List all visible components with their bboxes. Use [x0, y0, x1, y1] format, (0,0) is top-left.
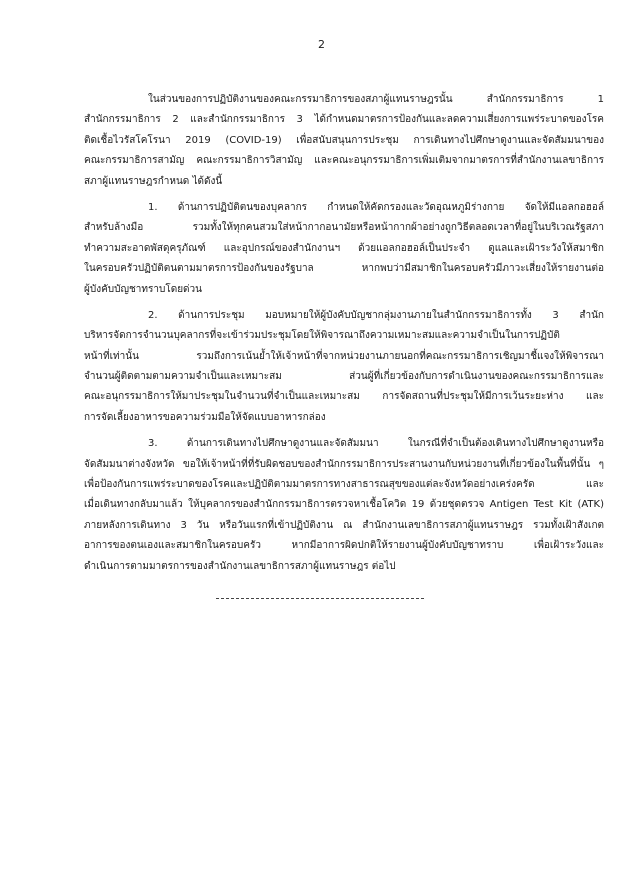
paragraph-line: จัดสัมมนาต่างจังหวัด ขอให้เจ้าหน้าที่ที่รับผิดชอบของสำนักกรรมาธิการประสานงานกับหน่วยงานที่เกี่ยวข้องในพื้นที่นั้น ๆ [84, 458, 604, 470]
paragraph-line: สภาผู้แทนราษฎรกำหนด ได้ดังนี้ [84, 175, 223, 187]
paragraph-line: คณะอนุกรรมาธิการให้มาประชุมในจำนวนที่จำเป็นและเหมาะสม การจัดสถานที่ประชุมให้มีการเว้นระยะห่าง และ [84, 391, 604, 403]
paragraph-line: เพื่อป้องกันการแพร่ระบาดของโรคและปฏิบัติตามมาตรการทางสาธารณสุขของแต่ละจังหวัดอย่างเคร่งครัด และ [84, 479, 604, 491]
paragraph-line: 2. ด้านการประชุม มอบหมายให้ผู้บังคับบัญชากลุ่มงานภายในสำนักกรรมาธิการทั้ง 3 สำนัก [148, 309, 604, 321]
paragraph-line: สำหรับล้างมือ รวมทั้งให้ทุกคนสวมใส่หน้ากากอนามัยหรือหน้ากากผ้าอย่างถูกวิธีตลอดเวลาที่อยู่ในบริเวณรัฐสภา [84, 222, 604, 234]
paragraph-line: 1. ด้านการปฏิบัติตนของบุคลากร กำหนดให้คัดกรองและวัดอุณหภูมิร่างกาย จัดให้มีแอลกอฮอล์ [148, 201, 604, 213]
paragraph-line: ในส่วนของการปฏิบัติงานของคณะกรรมาธิการของสภาผู้แทนราษฎรนั้น สำนักกรรมาธิการ 1 [148, 94, 604, 105]
paragraph-line: การจัดเลี้ยงอาหารขอความร่วมมือให้จัดแบบอาหารกล่อง [84, 411, 326, 423]
paragraph-line: สำนักกรรมาธิการ 2 และสำนักกรรมาธิการ 3 ได้กำหนดมาตรการป้องกันและลดความเสี่ยงการแพร่ระบาดของโรค [84, 114, 604, 126]
paragraph-line: อาการของตนเองและสมาชิกในครอบครัว หากมีอาการผิดปกติให้รายงานผู้บังคับบัญชาทราบ เพื่อเฝ้าระวังและ [84, 540, 604, 552]
paragraph-line: 3. ด้านการเดินทางไปศึกษาดูงานและจัดสัมมนา ในกรณีที่จำเป็นต้องเดินทางไปศึกษาดูงานหรือ [148, 438, 604, 450]
paragraph-line: ภายหลังการเดินทาง 3 วัน หรือวันแรกที่เข้าปฏิบัติงาน ณ สำนักงานเลขาธิการสภาผู้แทนราษฎร รวมทั้งเฝ้าสังเกต [84, 519, 604, 531]
paragraph-line: เมื่อเดินทางกลับมาแล้ว ให้บุคลากรของสำนักกรรมาธิการตรวจหาเชื้อโควิด 19 ด้วยชุดตรวจ Antigen Test Kit (ATK) [84, 499, 604, 511]
page-number: 2 [318, 38, 325, 51]
paragraph-line: ติดเชื้อไวรัสโคโรนา 2019 (COVID-19) เพื่อสนับสนุนการประชุม การเดินทางไปศึกษาดูงานและจัดสัมมนาของ [84, 134, 604, 146]
paragraph-line: ในครอบครัวปฏิบัติตนตามมาตรการป้องกันของรัฐบาล หากพบว่ามีสมาชิกในครอบครัวมีภาวะเสี่ยงให้รายงานต่อ [84, 263, 604, 275]
document-body [84, 90, 604, 577]
paragraph-line: บริหารจัดการจำนวนบุคลากรที่จะเข้าร่วมประชุมโดยให้พิจารณาถึงความเหมาะสมและความจำเป็นในการปฏิบัติ [84, 330, 560, 342]
paragraph-line: หน้าที่เท่านั้น รวมถึงการเน้นย้ำให้เจ้าหน้าที่จากหน่วยงานภายนอกที่คณะกรรมาธิการเชิญมาชี้แจงให้พิจารณา [84, 350, 604, 362]
end-of-document-rule [216, 598, 424, 599]
paragraph-line: ผู้บังคับบัญชาทราบโดยด่วน [84, 283, 202, 295]
paragraph-line: คณะกรรมาธิการสามัญ คณะกรรมาธิการวิสามัญ และคณะอนุกรรมาธิการเพิ่มเติมจากมาตรการที่สำนักงานเลขาธิการ [84, 155, 604, 167]
paragraph-line: จำนวนผู้ติดตามตามความจำเป็นและเหมาะสม ส่วนผู้ที่เกี่ยวข้องกับการดำเนินงานของคณะกรรมาธิการและ [84, 371, 604, 383]
paragraph-line: ทำความสะอาดพัสดุครุภัณฑ์ และอุปกรณ์ของสำนักงานฯ ด้วยแอลกอฮอล์เป็นประจำ ดูแลและเฝ้าระวังให้สมาชิก [84, 242, 604, 254]
paragraph-line: ดำเนินการตามมาตรการของสำนักงานเลขาธิการสภาผู้แทนราษฎร ต่อไป [84, 560, 396, 572]
